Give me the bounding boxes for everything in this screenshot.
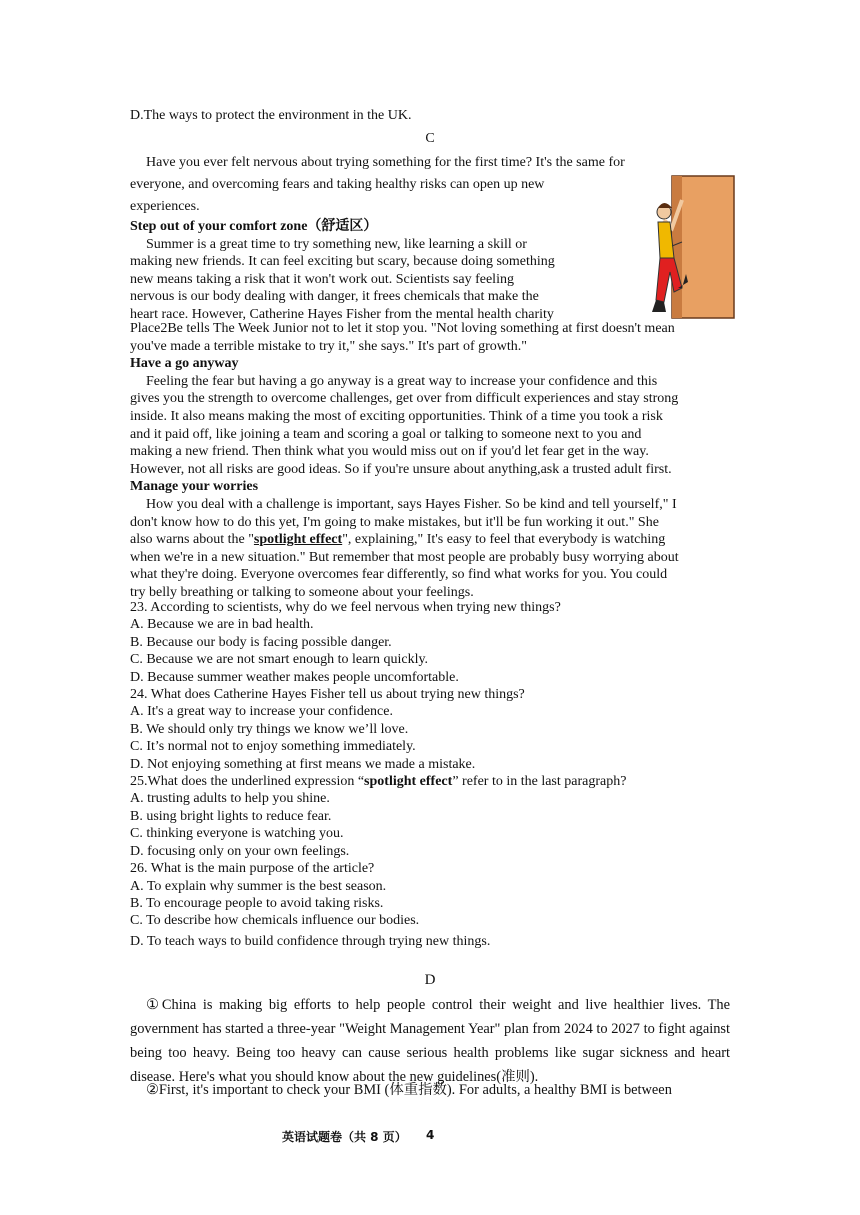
question-list [130, 599, 730, 950]
paragraph-line: gives you the strength to overcome challenges, get over from difficult experiences and stay strong [130, 391, 679, 407]
option-text: D.The ways to protect the environment in the UK. [130, 108, 412, 123]
text-run: also warns about the " [130, 532, 254, 548]
answer-option[interactable]: D. Because summer weather makes people uncomfortable. [130, 669, 459, 685]
bold-term: spotlight effect [364, 774, 453, 790]
paragraph-line [130, 531, 730, 549]
paragraph-line: making a new friend. Then think what you would miss out on if you'd let fear get in the way. [130, 444, 649, 460]
intro-line: everyone, and overcoming fears and taking healthy risks can open up new [130, 177, 545, 192]
previous-option-d [130, 107, 730, 125]
paragraph-line: Feeling the fear but having a go anyway is a great way to increase your confidence and this [146, 373, 658, 389]
text-run: ” refer to in the last paragraph? [452, 774, 627, 790]
section-letter: C [425, 131, 435, 146]
paragraph-line: inside. It also means making the most of exciting opportunities. Think of a time you took a risk [130, 408, 663, 424]
paragraph: ①China is making big efforts to help people control their weight and live healthier lives. The government has started a three-year "Weight Management Year" plan from 2024 to 2027 to fight against being too heavy. Being too heavy can cause serious health problems like sugar sickness and heart disease. Here's what you should know about the new guidelines(准则). [130, 997, 730, 1085]
question-25 [130, 773, 730, 860]
text-run: 25.What does the underlined expression “ [130, 774, 365, 790]
paragraph: ②First, it's important to check your BMI (体重指数). For adults, a healthy BMI is between [146, 1082, 672, 1098]
section-c-part-1 [130, 218, 630, 324]
intro-line: experiences. [130, 199, 200, 214]
paragraph-line: heart race. However, Catherine Hayes Fisher from the mental health charity [130, 306, 554, 322]
subheading: Manage your worries [130, 479, 259, 495]
answer-option[interactable]: C. To describe how chemicals influence our bodies. [130, 913, 420, 929]
subheading: Step out of your comfort zone（舒适区） [130, 219, 378, 234]
question-26 [130, 860, 730, 950]
paragraph-line: new means taking a risk that it won't work out. Scientists say feeling [130, 271, 514, 287]
page-number: 4 [426, 1128, 435, 1142]
answer-option[interactable]: B. using bright lights to reduce fear. [130, 808, 332, 824]
intro-line: Have you ever felt nervous about trying something for the first time? It's the same for [146, 155, 625, 170]
section-c-letter [130, 130, 730, 148]
paragraph-line: making new friends. It can feel exciting but scary, because doing something [130, 254, 555, 270]
paragraph-line: and it paid off, like joining a team and scoring a goal or talking to someone next to you and [130, 426, 642, 442]
subheading: Have a go anyway [130, 356, 239, 372]
answer-option[interactable]: D. To teach ways to build confidence through trying new things. [130, 933, 491, 949]
rock-climber-illustration [642, 172, 736, 320]
section-d-letter [130, 972, 730, 990]
question-stem: 24. What does Catherine Hayes Fisher tell us about trying new things? [130, 687, 525, 703]
paragraph-line: try belly breathing or talking to someone about your feelings. [130, 584, 474, 600]
paragraph-line: don't know how to do this yet, I'm going to make mistakes, but it'll be fun working it out." She [130, 514, 659, 530]
section-letter: D [424, 972, 436, 988]
question-stem: 23. According to scientists, why do we feel nervous when trying new things? [130, 600, 561, 615]
paragraph-line: nervous is our body dealing with danger, it frees chemicals that make the [130, 289, 539, 305]
answer-option[interactable]: D. Not enjoying something at first means we made a mistake. [130, 756, 476, 772]
answer-option[interactable]: C. thinking everyone is watching you. [130, 826, 344, 842]
underlined-term: spotlight effect [253, 532, 343, 548]
answer-option[interactable]: B. We should only try things we know we’ll love. [130, 721, 409, 737]
answer-option[interactable]: C. Because we are not smart enough to learn quickly. [130, 652, 429, 668]
paragraph-line: However, not all risks are good ideas. So if you're unsure about anything,ask a trusted adult first. [130, 461, 672, 477]
paragraph-line: Place2Be tells The Week Junior not to let it stop you. "Not loving something at first doesn't mean [130, 321, 675, 336]
text-run: ", explaining," It's easy to feel that everybody is watching [342, 532, 666, 548]
paragraph-line: How you deal with a challenge is important, says Hayes Fisher. So be kind and tell yourself," I [146, 496, 677, 512]
paragraph-line: when we're in a new situation." But remember that most people are probably busy worrying about [130, 549, 679, 565]
question-stem: 26. What is the main purpose of the article? [130, 861, 375, 877]
footer-title: 英语试题卷（共 8 页） [282, 1130, 407, 1144]
question-23 [130, 599, 730, 686]
paragraph-line: what they're doing. Everyone overcomes fear differently, so find what works for you. You could [130, 567, 668, 583]
paragraph-line: Summer is a great time to try something new, like learning a skill or [146, 236, 527, 252]
answer-option[interactable]: B. To encourage people to avoid taking risks. [130, 895, 384, 911]
answer-option[interactable]: A. To explain why summer is the best season. [130, 878, 387, 894]
section-c-intro [130, 152, 730, 218]
answer-option[interactable]: D. focusing only on your own feelings. [130, 843, 350, 859]
paragraph-line: you've made a terrible mistake to try it," she says." It's part of growth." [130, 338, 527, 354]
answer-option[interactable]: B. Because our body is facing possible danger. [130, 634, 392, 650]
section-d-paragraph-2 [130, 1078, 730, 1102]
answer-option[interactable]: A. trusting adults to help you shine. [130, 791, 330, 807]
answer-option[interactable]: A. Because we are in bad health. [130, 617, 314, 633]
section-c-part-1-continued [130, 320, 730, 602]
answer-option[interactable]: A. It's a great way to increase your confidence. [130, 704, 393, 720]
section-d-paragraph-1 [130, 993, 730, 1089]
question-24 [130, 686, 730, 773]
question-stem [130, 773, 730, 790]
answer-option[interactable]: C. It’s normal not to enjoy something immediately. [130, 739, 416, 755]
